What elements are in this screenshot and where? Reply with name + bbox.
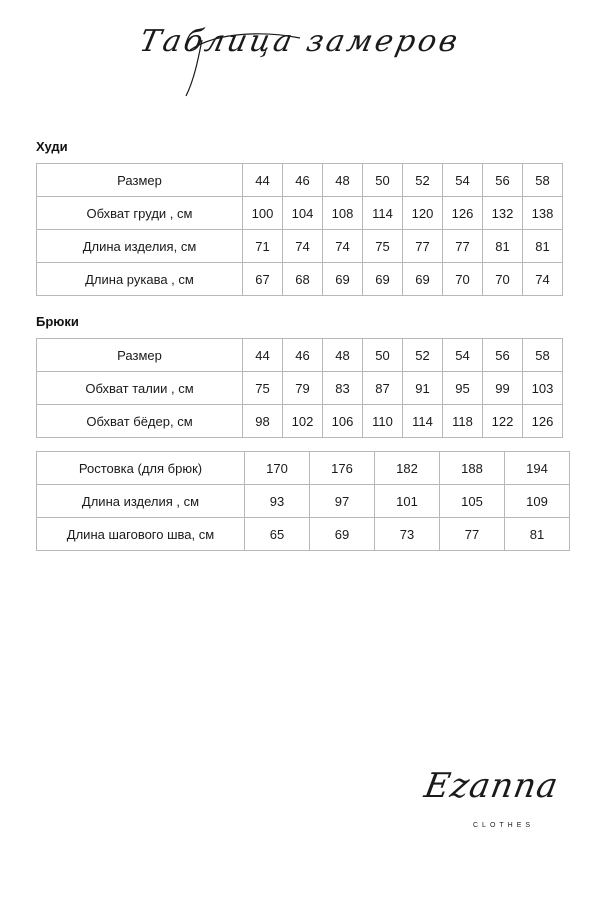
- table-cell: 48: [323, 339, 363, 372]
- table-cell: 95: [443, 372, 483, 405]
- table-cell: 100: [243, 197, 283, 230]
- table-cell: 81: [523, 230, 563, 263]
- table-cell: 69: [403, 263, 443, 296]
- table-cell: 114: [403, 405, 443, 438]
- row-label: Обхват бёдер, см: [37, 405, 243, 438]
- table-cell: 54: [443, 339, 483, 372]
- table-cell: 67: [243, 263, 283, 296]
- table-row: [37, 164, 563, 197]
- table-cell: 106: [323, 405, 363, 438]
- table-cell: 79: [283, 372, 323, 405]
- row-label: Ростовка (для брюк): [37, 452, 245, 485]
- table-cell: 118: [443, 405, 483, 438]
- table-cell: 74: [523, 263, 563, 296]
- table-cell: 44: [243, 164, 283, 197]
- table-cell: 54: [443, 164, 483, 197]
- row-label: Длина изделия, см: [37, 230, 243, 263]
- table-cell: 77: [443, 230, 483, 263]
- table-cell: 58: [523, 164, 563, 197]
- table-row: [37, 372, 563, 405]
- table-row: [37, 452, 570, 485]
- table-cell: 74: [323, 230, 363, 263]
- table-cell: 73: [375, 518, 440, 551]
- table-row: [37, 197, 563, 230]
- row-label: Размер: [37, 339, 243, 372]
- table-cell: 52: [403, 164, 443, 197]
- table-cell: 68: [283, 263, 323, 296]
- table-cell: 69: [363, 263, 403, 296]
- row-label: Длина изделия , см: [37, 485, 245, 518]
- page-title: Таблица замеров: [136, 24, 464, 59]
- table-cell: 91: [403, 372, 443, 405]
- hoodie-size-table: [36, 163, 563, 296]
- table-cell: 93: [245, 485, 310, 518]
- table-cell: 194: [505, 452, 570, 485]
- table-cell: 138: [523, 197, 563, 230]
- table-cell: 69: [323, 263, 363, 296]
- table-cell: 77: [440, 518, 505, 551]
- table-cell: 71: [243, 230, 283, 263]
- table-cell: 99: [483, 372, 523, 405]
- table-cell: 56: [483, 339, 523, 372]
- table-cell: 122: [483, 405, 523, 438]
- table-cell: 98: [243, 405, 283, 438]
- brand-logo: [421, 762, 570, 842]
- brand-logo-script: Ezanna: [421, 766, 562, 806]
- table-cell: 132: [483, 197, 523, 230]
- table-cell: 102: [283, 405, 323, 438]
- table-row: [37, 263, 563, 296]
- table-cell: 56: [483, 164, 523, 197]
- table-cell: 74: [283, 230, 323, 263]
- table-cell: 101: [375, 485, 440, 518]
- table-cell: 52: [403, 339, 443, 372]
- pants-size-table: [36, 338, 563, 438]
- table-cell: 114: [363, 197, 403, 230]
- table-cell: 46: [283, 339, 323, 372]
- pants-growth-table: [36, 451, 570, 551]
- pants-section-heading: Брюки: [36, 314, 79, 329]
- table-cell: 50: [363, 339, 403, 372]
- table-cell: 97: [310, 485, 375, 518]
- table-cell: 77: [403, 230, 443, 263]
- table-cell: 126: [443, 197, 483, 230]
- row-label: Обхват груди , см: [37, 197, 243, 230]
- table-cell: 70: [483, 263, 523, 296]
- table-cell: 105: [440, 485, 505, 518]
- table-cell: 69: [310, 518, 375, 551]
- table-cell: 103: [523, 372, 563, 405]
- table-cell: 81: [483, 230, 523, 263]
- table-cell: 58: [523, 339, 563, 372]
- table-cell: 50: [363, 164, 403, 197]
- row-label: Размер: [37, 164, 243, 197]
- brand-logo-subtitle: CLOTHES: [473, 822, 535, 829]
- table-cell: 108: [323, 197, 363, 230]
- table-cell: 110: [363, 405, 403, 438]
- row-label: Обхват талии , см: [37, 372, 243, 405]
- table-cell: 188: [440, 452, 505, 485]
- row-label: Длина рукава , см: [37, 263, 243, 296]
- table-cell: 70: [443, 263, 483, 296]
- table-cell: 120: [403, 197, 443, 230]
- table-cell: 65: [245, 518, 310, 551]
- table-cell: 75: [243, 372, 283, 405]
- table-cell: 176: [310, 452, 375, 485]
- table-cell: 87: [363, 372, 403, 405]
- table-cell: 75: [363, 230, 403, 263]
- table-cell: 83: [323, 372, 363, 405]
- table-cell: 46: [283, 164, 323, 197]
- table-cell: 109: [505, 485, 570, 518]
- table-row: [37, 485, 570, 518]
- table-row: [37, 230, 563, 263]
- table-cell: 81: [505, 518, 570, 551]
- table-cell: 170: [245, 452, 310, 485]
- table-cell: 104: [283, 197, 323, 230]
- row-label: Длина шагового шва, см: [37, 518, 245, 551]
- table-cell: 48: [323, 164, 363, 197]
- table-row: [37, 405, 563, 438]
- table-cell: 182: [375, 452, 440, 485]
- hoodie-section-heading: Худи: [36, 139, 68, 154]
- table-row: [37, 518, 570, 551]
- table-cell: 44: [243, 339, 283, 372]
- table-row: [37, 339, 563, 372]
- table-cell: 126: [523, 405, 563, 438]
